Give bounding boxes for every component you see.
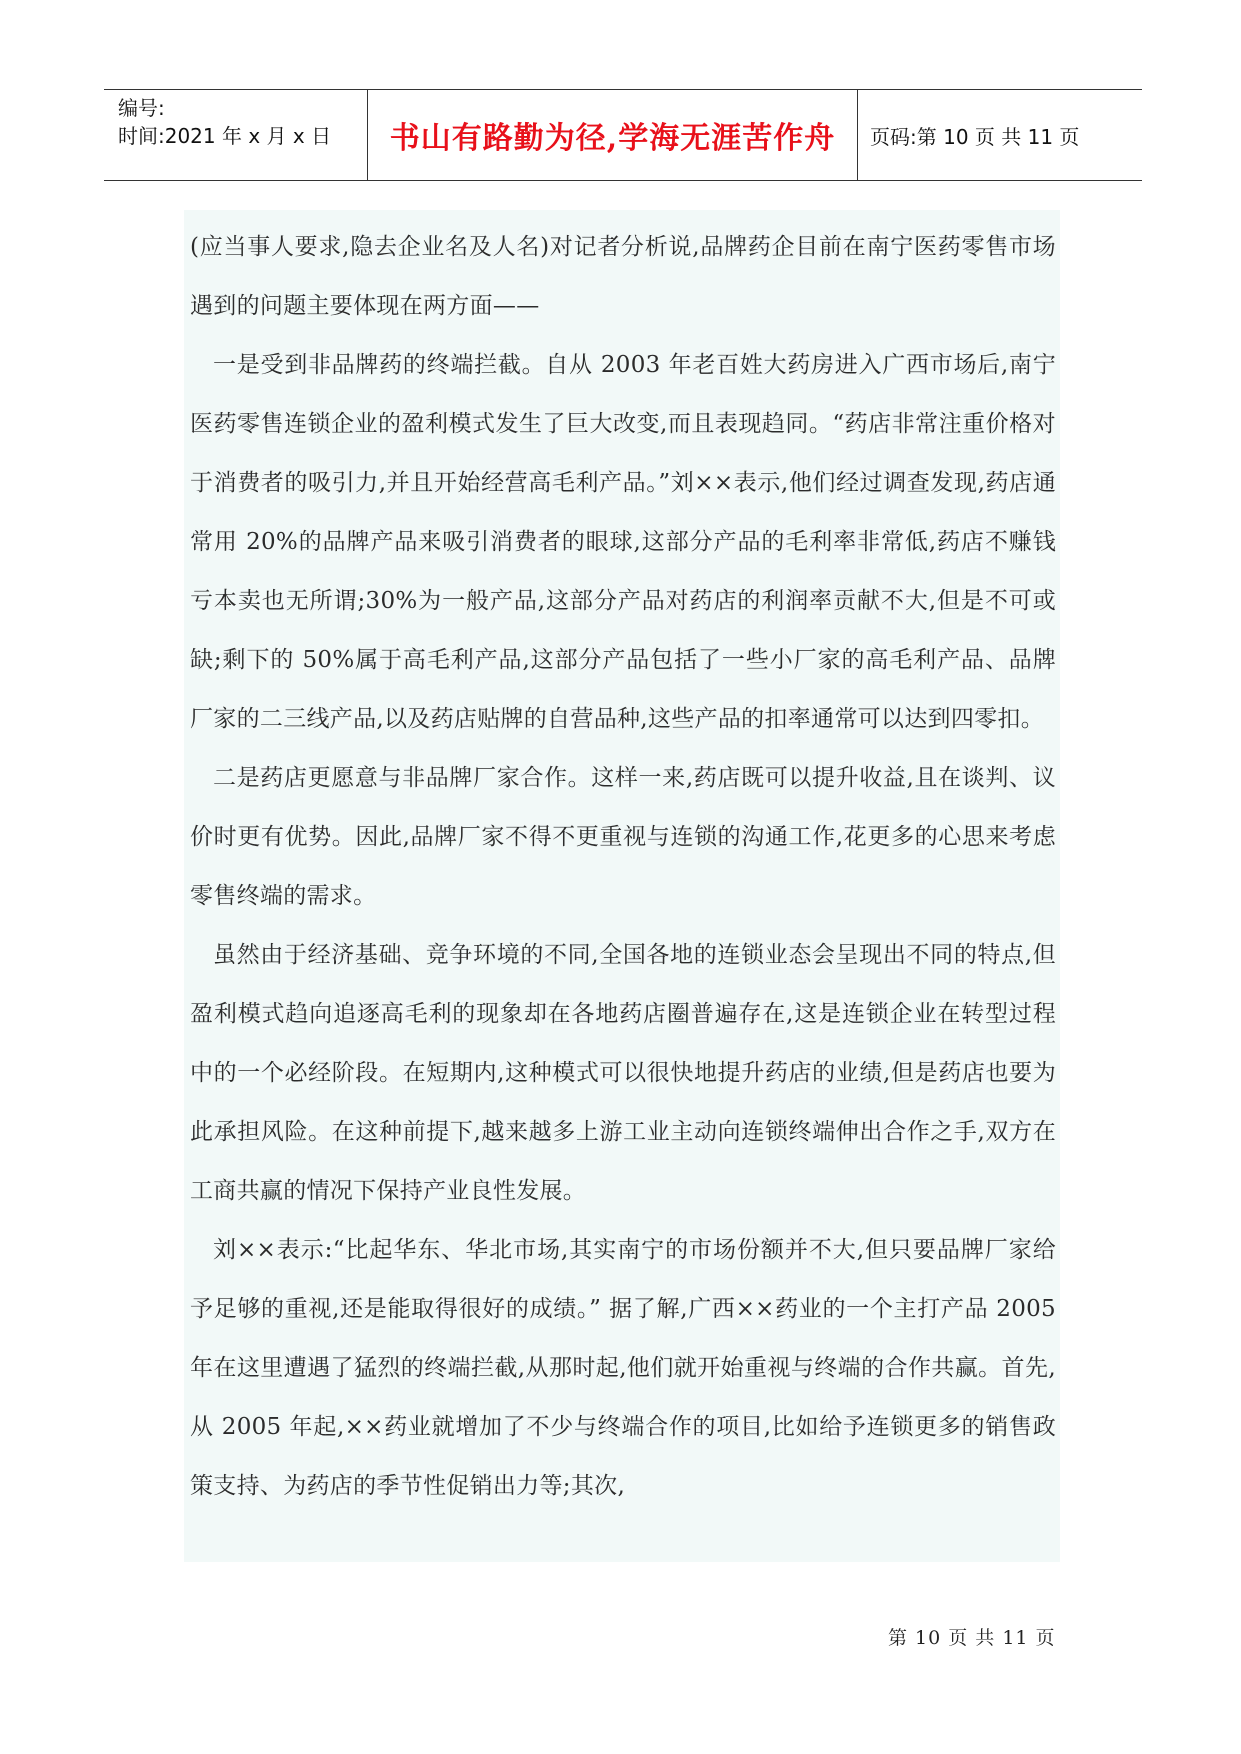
- page-header: [104, 89, 1142, 181]
- paragraph-5: 刘××表示:“比起华东、华北市场,其实南宁的市场份额并不大,但只要品牌厂家给予足够的重视,还是能取得很好的成绩。” 据了解,广西××药业的一个主打产品 2005 年在这里遭遇了猛烈的终端拦截,从那时起,他们就开始重视与终端的合作共赢。首先,从 2005 年起,××药业就增加了不少与终端合作的项目,比如给予连锁更多的销售政策支持、为药店的季节性促销出力等;其次,: [190, 1237, 1056, 1499]
- paragraph-1: (应当事人要求,隐去企业名及人名)对记者分析说,品牌药企目前在南宁医药零售市场遇到的问题主要体现在两方面——: [190, 234, 1056, 319]
- paragraph-3: 二是药店更愿意与非品牌厂家合作。这样一来,药店既可以提升收益,且在谈判、议价时更有优势。因此,品牌厂家不得不更重视与连锁的沟通工作,花更多的心思来考虑零售终端的需求。: [190, 765, 1056, 909]
- serial-label: 编号:: [118, 96, 165, 120]
- header-page-label: 页码:第 10 页 共 11 页: [870, 124, 1080, 149]
- header-meta: [104, 90, 368, 180]
- time-label: 时间:2021 年 x 月 x 日: [118, 124, 332, 148]
- paragraph-2: 一是受到非品牌药的终端拦截。自从 2003 年老百姓大药房进入广西市场后,南宁医药零售连锁企业的盈利模式发生了巨大改变,而且表现趋同。“药店非常注重价格对于消费者的吸引力,并且开始经营高毛利产品。”刘××表示,他们经过调查发现,药店通常用 20%的品牌产品来吸引消费者的眼球,这部分产品的毛利率非常低,药店不赚钱亏本卖也无所谓;30%为一般产品,这部分产品对药店的利润率贡献不大,但是不可或缺;剩下的 50%属于高毛利产品,这部分产品包括了一些小厂家的高毛利产品、品牌厂家的二三线产品,以及药店贴牌的自营品种,这些产品的扣率通常可以达到四零扣。: [190, 352, 1056, 732]
- paragraph-4: 虽然由于经济基础、竞争环境的不同,全国各地的连锁业态会呈现出不同的特点,但盈利模式趋向追逐高毛利的现象却在各地药店圈普遍存在,这是连锁企业在转型过程中的一个必经阶段。在短期内,这种模式可以很快地提升药店的业绩,但是药店也要为此承担风险。在这种前提下,越来越多上游工业主动向连锁终端伸出合作之手,双方在工商共赢的情况下保持产业良性发展。: [190, 942, 1056, 1204]
- header-motto: 书山有路勤为径,学海无涯苦作舟: [368, 90, 858, 180]
- page-footer: 第 10 页 共 11 页: [888, 1627, 1056, 1649]
- document-body: [184, 210, 1060, 1562]
